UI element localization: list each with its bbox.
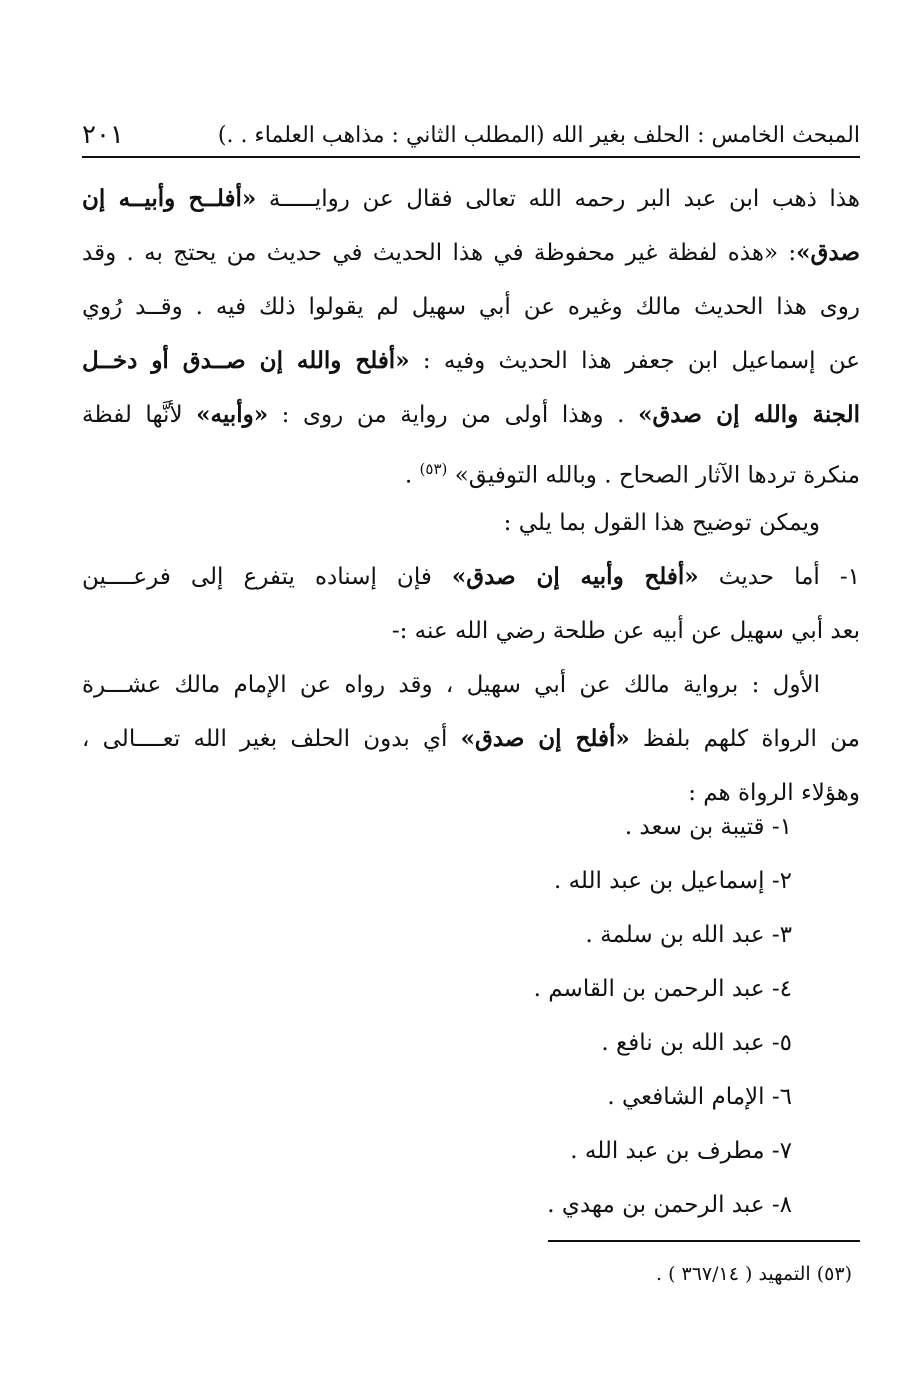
text-line [82,712,860,766]
text-line [82,334,860,388]
running-title: المبحث الخامس : الحلف بغير الله (المطلب الثاني : مذاهب العلماء . .) [217,122,860,148]
footnote-reference: (٥٣) [419,460,448,478]
text-run: من الرواة كلهم بلفظ [629,726,860,752]
text-run: فإن إسناده يتفرع إلى فرعــــين [82,564,452,590]
text-run: منكرة تردها الآثار الصحاح . وبالله التوفيق» [447,462,860,489]
text-line [82,226,860,280]
list-item: ٦- الإمام الشافعي . [607,1084,792,1110]
list-item: ١- قتيبة بن سعد . [624,814,792,840]
text-line: الأول : برواية مالك عن أبي سهيل ، وقد رواه عن الإمام مالك عشـــرة [82,672,820,698]
text-line: ويمكن توضيح هذا القول بما يلي : [503,510,820,536]
hadith-quote: «أفلح وأبيه إن صدق» [451,563,699,590]
text-line [82,442,860,496]
list-item: ٧- مطرف بن عبد الله . [570,1138,792,1164]
text-run: ١- أما حديث [698,564,860,590]
footnote-rule [548,1240,860,1242]
page-header [82,112,860,158]
body-text [82,172,860,820]
hadith-quote: صدق» [796,239,860,266]
hadith-quote: «أفلــح وأبيــه إن [82,185,257,212]
text-line [82,550,860,604]
list-item: ٨- عبد الرحمن بن مهدي . [547,1192,792,1218]
list-item: ٥- عبد الله بن نافع . [601,1030,792,1056]
text-run: : «هذه لفظة غير محفوظة في هذا الحديث في حديث من يحتج به . وقد [82,240,797,266]
text-line: روى هذا الحديث مالك وغيره عن أبي سهيل لم يقولوا ذلك فيه . وقــد رُوي [82,294,860,320]
text-run: لأنَّها لفظة [82,402,197,428]
hadith-quote: «وأبيه» [196,401,269,428]
page-number: ٢٠١ [82,120,124,150]
list-item: ٢- إسماعيل بن عبد الله . [553,868,792,894]
hadith-quote: الجنة والله إن صدق» [638,401,860,428]
list-item: ٤- عبد الرحمن بن القاسم . [533,976,792,1002]
text-run: . وهذا أولى من رواية من روى : [268,402,639,428]
hadith-quote: «أفلح إن صدق» [460,725,630,752]
header-rule [82,156,860,158]
footnote: (٥٣) التمهيد ( ٣٦٧/١٤ ) . [655,1263,852,1285]
narrator-list [534,800,792,1232]
text-line [82,172,860,226]
list-item: ٣- عبد الله بن سلمة . [585,922,792,948]
text-run: أي بدون الحلف بغير الله تعــــالى ، [82,726,461,752]
text-run: عن إسماعيل ابن جعفر هذا الحديث وفيه : [409,348,860,374]
text-line: وهؤلاء الرواة هم : [688,780,860,806]
text-run: . [404,462,420,489]
text-line [82,388,860,442]
text-run: هذا ذهب ابن عبد البر رحمه الله تعالى فقال عن روايـــــة [256,186,860,212]
hadith-quote: «أفلح والله إن صــدق أو دخــل [82,347,410,374]
text-line: بعد أبي سهيل عن أبيه عن طلحة رضي الله عنه :- [391,618,860,644]
